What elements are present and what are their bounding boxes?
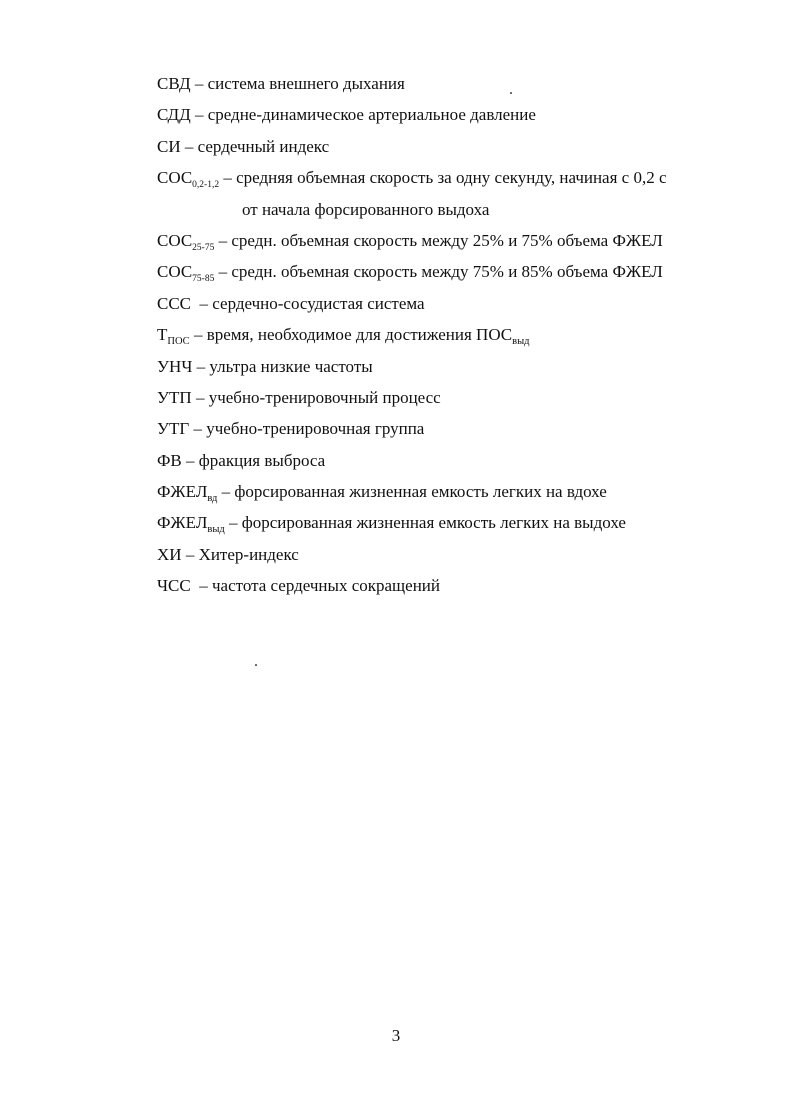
- abbreviation-subscript: 75-85: [192, 274, 215, 285]
- dash-separator: –: [190, 105, 208, 125]
- abbreviation-subscript: ПОС: [167, 336, 190, 348]
- abbreviation-entry: [157, 382, 757, 413]
- abbreviation-term: СИ: [157, 136, 181, 156]
- abbreviation-definition: фракция выброса: [198, 450, 326, 470]
- page-number: 3: [391, 1026, 401, 1045]
- abbreviation-definition: сердечно-сосудистая система: [212, 293, 425, 313]
- abbreviation-definition: средн. объемная скорость между 75% и 85% объема ФЖЕЛ: [231, 262, 663, 282]
- abbreviation-entry: [157, 476, 757, 507]
- abbreviation-entry: [157, 445, 757, 476]
- abbreviation-definition: средн. объемная скорость между 25% и 75% объема ФЖЕЛ: [231, 230, 663, 250]
- abbreviation-term: ФВ: [157, 450, 182, 470]
- dash-separator: –: [214, 230, 232, 250]
- abbreviation-term: ССС: [157, 293, 192, 313]
- abbreviation-entry: [157, 99, 757, 130]
- abbreviation-entry: [157, 68, 757, 99]
- abbreviation-term: УТП: [157, 387, 192, 407]
- abbreviation-term: СОС: [157, 168, 193, 188]
- abbreviation-list: [157, 68, 757, 602]
- definition-subscript: выд: [512, 336, 530, 348]
- dash-separator: –: [181, 544, 199, 564]
- abbreviation-definition: система внешнего дыхания: [207, 74, 405, 93]
- dash-separator: –: [192, 356, 210, 376]
- abbreviation-definition: учебно-тренировочная группа: [206, 419, 425, 439]
- abbreviation-term: СОС: [157, 262, 193, 282]
- dash-separator: –: [224, 513, 242, 533]
- abbreviation-entry: [157, 288, 757, 319]
- abbreviation-entry: [157, 413, 757, 444]
- abbreviation-entry: [157, 225, 757, 256]
- abbreviation-entry: [157, 570, 757, 601]
- dash-separator: –: [190, 576, 212, 596]
- dash-separator: –: [189, 325, 207, 345]
- dash-separator: –: [189, 419, 207, 439]
- abbreviation-entry: [157, 162, 757, 193]
- dash-separator: –: [190, 74, 208, 93]
- abbreviation-term: СВД: [157, 74, 191, 93]
- abbreviation-definition: средне-динамическое артериальное давление: [207, 105, 536, 125]
- abbreviation-definition: Хитер-индекс: [198, 544, 299, 564]
- abbreviation-subscript: 0,2-1,2: [192, 180, 220, 191]
- abbreviation-entry: [157, 539, 757, 570]
- dash-separator: –: [214, 262, 232, 282]
- abbreviation-definition: форсированная жизненная емкость легких на вдохе: [234, 482, 607, 502]
- abbreviation-term: СДД: [157, 105, 191, 125]
- dash-separator: –: [181, 450, 199, 470]
- abbreviation-entry: [157, 319, 757, 350]
- abbreviation-term: УНЧ: [157, 356, 193, 376]
- abbreviation-definition: время, необходимое для достижения ПОС: [206, 325, 513, 345]
- dash-separator: –: [191, 387, 209, 407]
- abbreviation-term: ФЖЕЛ: [157, 482, 208, 502]
- abbreviation-entry: [157, 131, 757, 162]
- abbreviation-term: ХИ: [157, 544, 182, 564]
- abbreviation-term: СОС: [157, 230, 193, 250]
- abbreviation-subscript: выд: [207, 524, 225, 536]
- dash-separator: –: [217, 482, 235, 502]
- abbreviation-definition: сердечный индекс: [197, 136, 330, 156]
- abbreviation-term: УТГ: [157, 419, 190, 439]
- abbreviation-entry: [157, 507, 757, 538]
- abbreviation-term: ФЖЕЛ: [157, 513, 208, 533]
- abbreviation-definition: средняя объемная скорость за одну секунду, начиная с 0,2 с: [236, 168, 667, 188]
- abbreviation-definition: частота сердечных сокращений: [211, 576, 440, 596]
- abbreviation-subscript: 25-75: [192, 242, 215, 253]
- abbreviation-entry: [157, 351, 757, 382]
- abbreviation-subscript: вд: [207, 493, 218, 505]
- abbreviation-definition-continuation: от начала форсированного выдоха: [242, 199, 490, 219]
- dash-separator: –: [219, 168, 237, 188]
- abbreviation-term: Т: [157, 325, 168, 345]
- abbreviation-definition: ультра низкие частоты: [209, 356, 373, 376]
- scan-speck: [510, 92, 512, 94]
- abbreviation-entry: [157, 256, 757, 287]
- abbreviation-definition: учебно-тренировочный процесс: [208, 387, 441, 407]
- dash-separator: –: [180, 136, 198, 156]
- scan-speck: [255, 664, 257, 666]
- dash-separator: –: [191, 293, 213, 313]
- abbreviation-term: ЧСС: [157, 576, 191, 596]
- abbreviation-definition: форсированная жизненная емкость легких на выдохе: [241, 513, 626, 533]
